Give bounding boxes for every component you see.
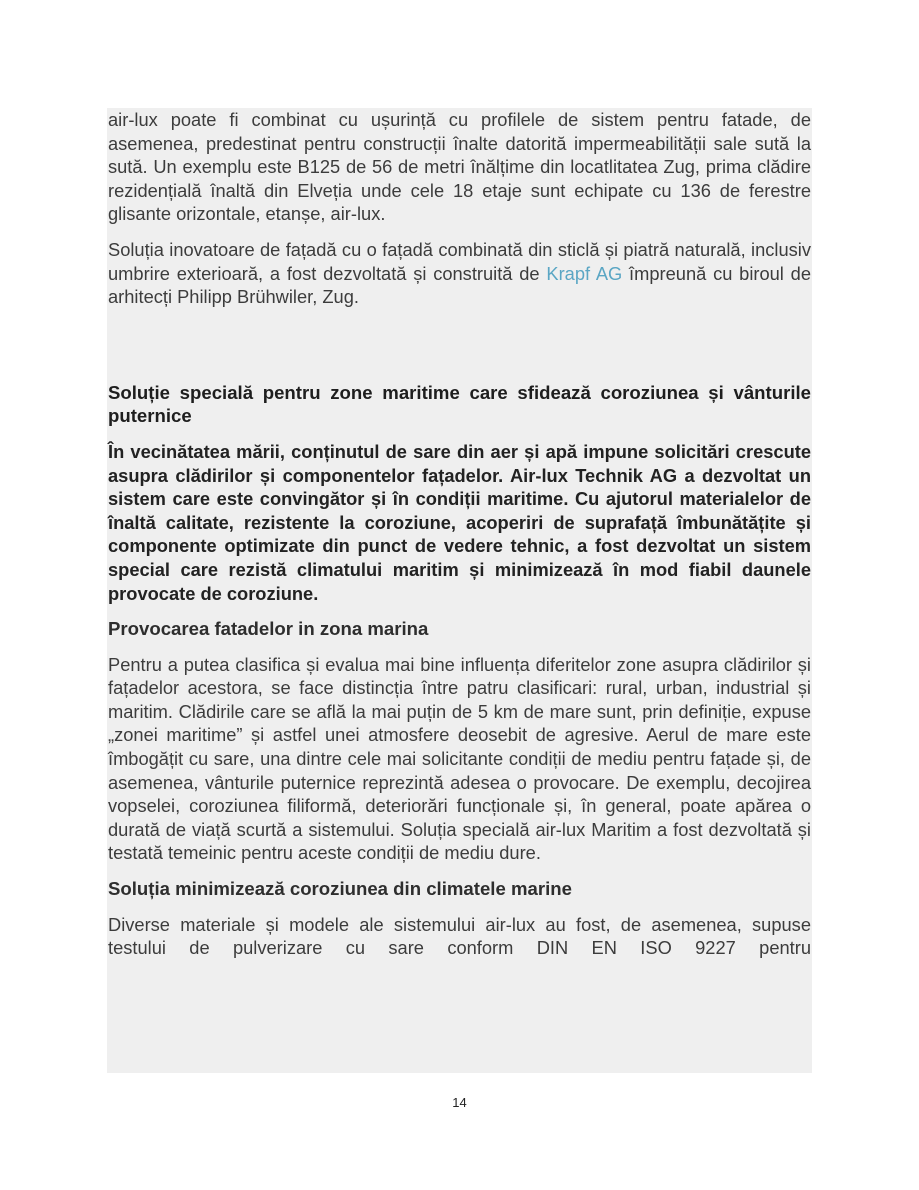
page-number: 14 [452,1095,467,1110]
paragraph-facade-solution-end: împreună cu biroul de arhitecți Philipp Brühwiler, Zug. [108,262,811,308]
paragraph-facade-solution-start: Soluția inovatoare de fațadă cu o fațadă combinată din sticlă și piatră naturală, inclusiv umbrire exterioară, a fost dezvoltată și construită de [108,238,811,284]
krapf-ag-link[interactable]: Krapf AG [546,262,623,284]
section-title-marine-facade-challenge: Provocarea fatadelor in zona marina [108,618,429,640]
paragraph-facade-solution [108,238,811,309]
paragraph-intro: air-lux poate fi combinat cu ușurință cu profilele de sistem pentru fatade, de asemenea, predestinat pentru construcții înalte datorită impermeabilității sale sută la sută. Un exemplu este B125 de 56 de metri înălțime din locatlitatea Zug, prima clădire rezidențială înaltă din Elveția unde cele 18 etaje sunt echipate cu 136 de ferestre glisante orizontale, etanșe, air-lux. [108,109,811,225]
section-body-marine-facade-challenge: Pentru a putea clasifica și evalua mai bine influența diferitelor zone asupra clădirilor și fațadelor acestora, se face distincția între patru clasificari: rural, urban, industrial și maritim. Clădirile care se află la mai puțin de 5 km de mare sunt, prin definiție, expuse „zonei maritime” și astfel unei atmosfere deosebit de agresive. Aerul de mare este îmbogățit cu sare, una dintre cele mai solicitante condiții de mediu pentru fațade și, de asemenea, vânturile puternice reprezintă adesea o provocare. De exemplu, decojirea vopselei, coroziunea filiformă, deteriorări funcționale și, în general, poate apărea o durată de viață scurtă a sistemului. Soluția specială air-lux Maritim a fost dezvoltată și testată temeinic pentru aceste condiții de mediu dure. [108,653,811,864]
section-title-maritime-solution: Soluție specială pentru zone maritime care sfidează coroziunea și vânturile puternice [108,381,811,427]
section-body-maritime-solution: În vecinătatea mării, conținutul de sare din aer și apă impune solicitări crescute asupra clădirilor și componentelor fațadelor. Air-lux Technik AG a dezvoltat un sistem care este convingător și în condiții maritime. Cu ajutorul materialelor de înaltă calitate, rezistente la coroziune, acoperiri de suprafață îmbunătățite și componente optimizate din punct de vedere tehnic, a fost dezvoltat un sistem special care rezistă climatului maritim și minimizează în mod fiabil daunele provocate de coroziune. [108,440,811,604]
section-body-corrosion-minimization: Diverse materiale și modele ale sistemului air-lux au fost, de asemenea, supuse testului de pulverizare cu sare conform DIN EN ISO 9227 pentru [108,913,811,959]
document-body [108,108,811,960]
section-title-corrosion-minimization: Soluția minimizează coroziunea din climatele marine [108,878,572,900]
